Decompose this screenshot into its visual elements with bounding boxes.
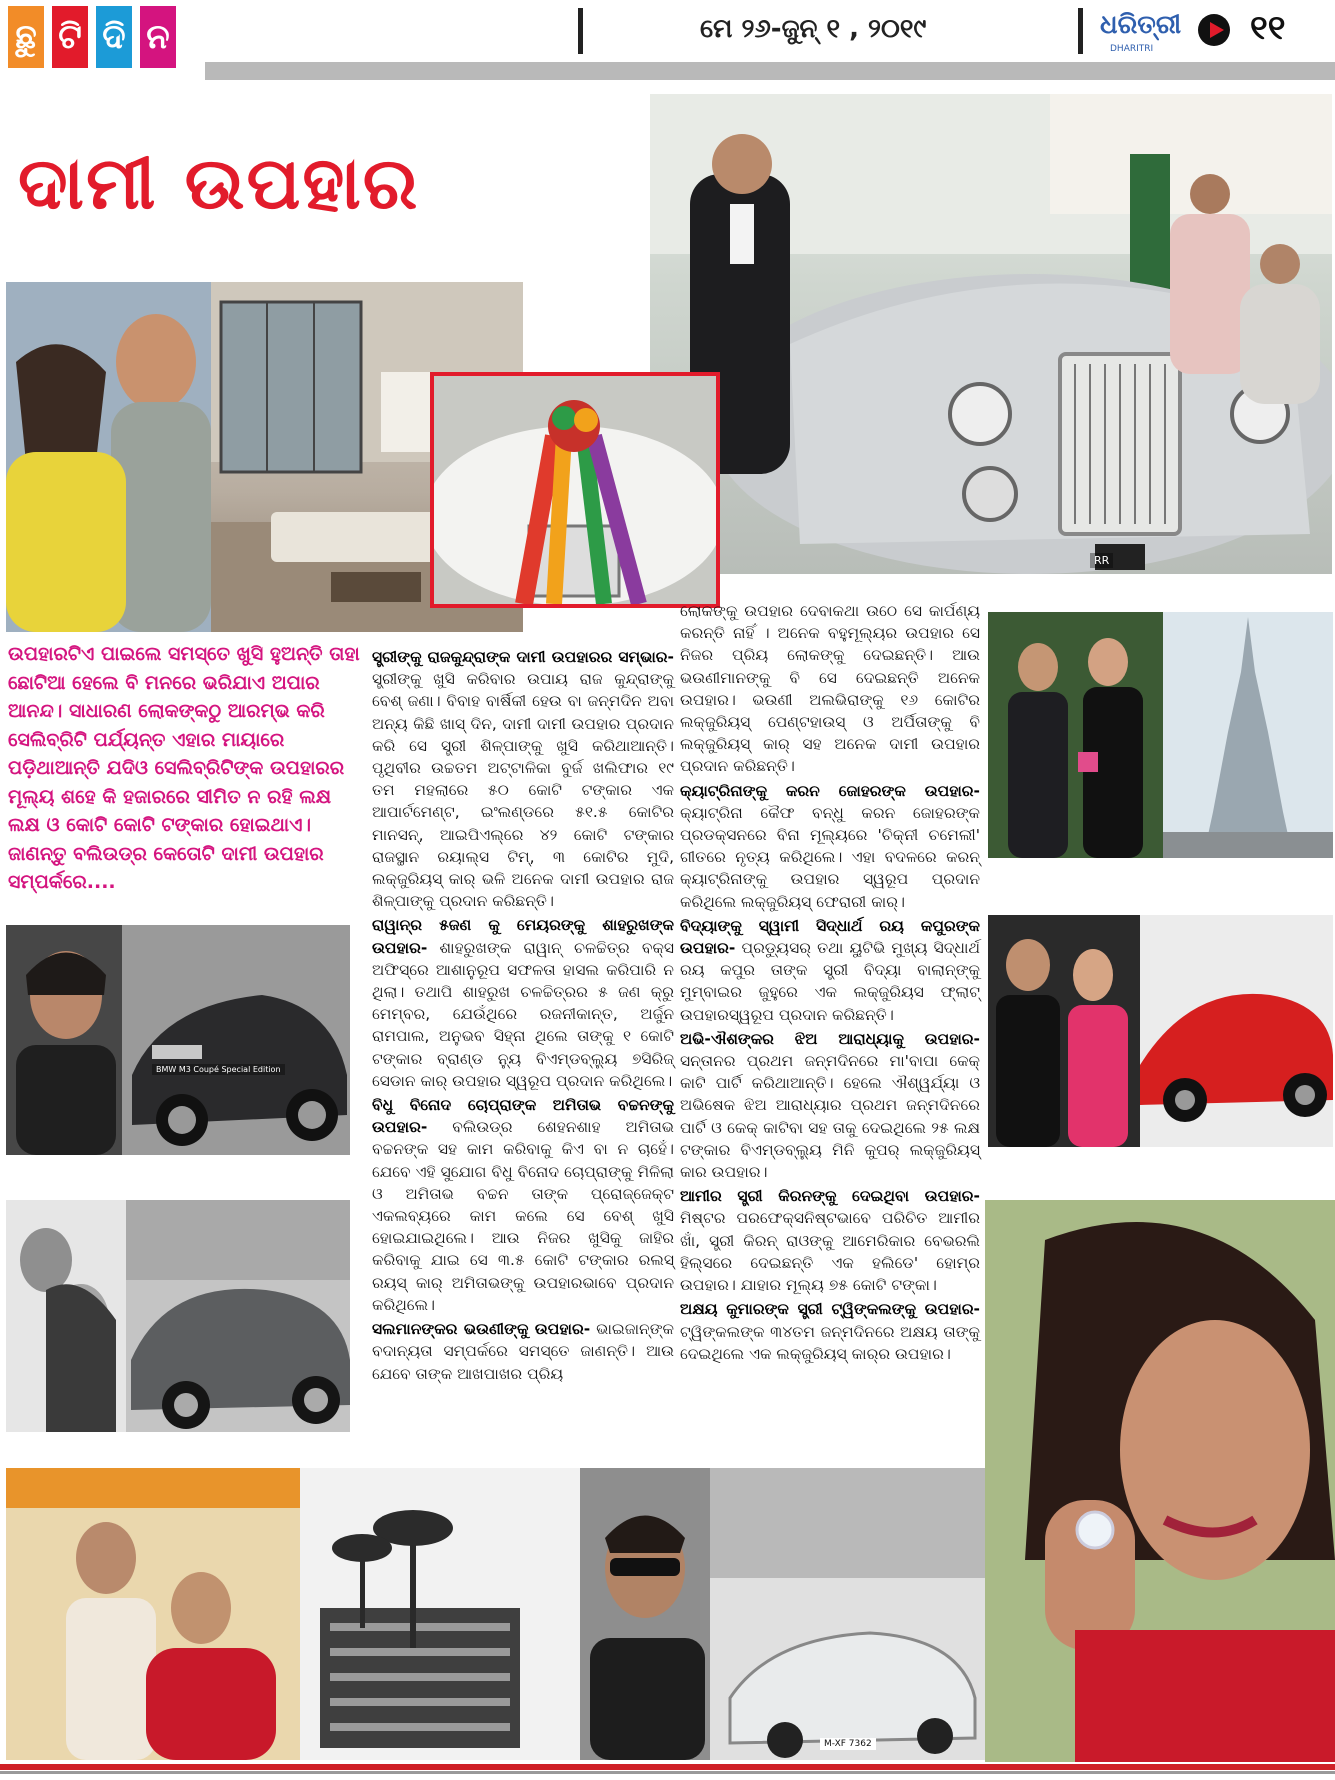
article-paragraph: ଲୋକଙ୍କୁ ଉପହାର ଦେବାକଥା ଉଠେ ସେ କାର୍ପଣ୍ୟ କରନ୍ତି ନାହିଁ । ଅନେକ ବହୁମୂଲ୍ୟର ଉପହାର ସେ ନିଜର ପ୍ରିୟ ଲୋକଙ୍କୁ ଦେଇଛନ୍ତି। ଆଉ ଭଉଣୀମାନଙ୍କୁ ବି ସେ ଦେଇଛନ୍ତି ଅନେକ ଉପହାର। ଭଉଣୀ ଅଲଭିରାଙ୍କୁ ୧୬ କୋଟିର ଲକ୍ଜୁରିୟସ୍ ପେଣ୍ଟହାଉସ୍ ଓ ଅର୍ପିତାଙ୍କୁ ବି ଲକ୍ଜୁରିୟସ୍ କାର୍ ସହ ଅନେକ ଦାମୀ ଉପହାର ପ୍ରଦାନ କରିଛନ୍ତି।	[680, 602, 980, 776]
article-paragraph: କ୍ୟାଟ୍ରିନାଙ୍କୁ କରନ ଜୋହରଙ୍କ ଉପହାର- କ୍ୟାଟ୍ରିନା କୈଫ ବନ୍ଧୁ କରନ ଜୋହରଙ୍କ ପ୍ରଡକ୍ସନରେ ବିନା ମୂଲ୍ୟରେ 'ଚିକ୍‌ନୀ ଚମେଲୀ' ଗୀତରେ ନୃତ୍ୟ କରିଥିଲେ। ଏହା ବଦଳରେ କରନ୍ କ୍ୟାଟ୍ରିନାଙ୍କୁ ଉପହାର ସ୍ୱରୂପ ପ୍ରଦାନ କରିଥିଲେ ଲକ୍ଜୁରିୟସ୍ ଫେରାରୀ କାର୍।	[680, 781, 980, 911]
photo-burj-khalifa	[1163, 612, 1333, 858]
photo-shilpa-ring	[985, 1200, 1335, 1762]
section-tile-1: ଛୁ	[8, 6, 44, 68]
photo-vidya-siddharth	[6, 1468, 300, 1760]
plate-text: M-XF 7362	[820, 1738, 876, 1750]
photo-raj-shilpa	[988, 612, 1163, 858]
photo-ribbon-car	[430, 372, 720, 608]
section-tile-3: ଦି	[96, 6, 132, 68]
photo-arjun-rampal	[580, 1468, 710, 1760]
photo-bmw-car	[122, 925, 350, 1155]
footer-rule	[0, 1771, 1335, 1774]
photo-ferrari-car	[1140, 915, 1333, 1147]
section-tile-2: ଟି	[52, 6, 88, 68]
brand-logo: ଧରିତ୍ରୀ	[1100, 10, 1182, 40]
photo-building	[300, 1468, 580, 1760]
article-column-3	[680, 600, 980, 1367]
photo-bmw-sedan	[710, 1468, 985, 1760]
play-icon	[1198, 14, 1230, 46]
footer-rule	[0, 1764, 1335, 1770]
page-number: ୧୧	[1250, 8, 1286, 48]
photo-shahrukh	[6, 925, 122, 1155]
article-paragraph: ସଲମାନଙ୍କର ଭଉଣୀଙ୍କୁ ଉପହାର- ଭାଇଜାନ୍‌ଙ୍କ ବଦାନ୍ୟତା ସମ୍ପର୍କରେ ସମସ୍ତେ ଜାଣନ୍ତି। ଆଉ ଯେବେ ତାଙ୍କ ଆଖପାଖର ପ୍ରିୟ	[372, 1320, 674, 1383]
article-paragraph: ଆମୀର ସ୍ତ୍ରୀ କିରନଙ୍କୁ ଦେଇଥିବା ଉପହାର- ମିଷ୍ଟର ପରଫେକ୍ସନିଷ୍ଟଭାବେ ପରିଚିତ ଆମୀର ଖାଁ, ସ୍ତ୍ରୀ କିରନ୍ ରାଓଙ୍କୁ ଆମେରିକାର ବେଭରଲି ହିଲ୍ସରେ ଦେଇଛନ୍ତି ଏକ ହଲିଡେ' ହୋମ୍‌ର ଉପହାର। ଯାହାର ମୂଲ୍ୟ ୭୫ କୋଟି ଟଙ୍କା।	[680, 1187, 980, 1295]
bmw-badge: BMW M3 Coupé Special Edition	[152, 1064, 285, 1075]
issue-date: ମେ ୨୬-ଜୁନ୍ ୧ , ୨୦୧୯	[700, 14, 927, 44]
article-paragraph: ଅକ୍ଷୟ କୁମାରଙ୍କ ସ୍ତ୍ରୀ ଟ୍ୱିଙ୍କଲଙ୍କୁ ଉପହାର- ଟ୍ୱିଙ୍କଲଙ୍କ ୩୪ତମ ଜନ୍ମଦିନରେ ଅକ୍ଷୟ ତାଙ୍କୁ ଦେଇଥିଲେ ଏକ ଲକ୍ଜୁରିୟସ୍ କାର୍‌ର ଉପହାର।	[680, 1300, 980, 1363]
article-paragraph: ଅଭି-ଐଶଙ୍କର ଝିଅ ଆରାଧ୍ୟାକୁ ଉପହାର- ସନ୍ତାନର ପ୍ରଥମ ଜନ୍ମଦିନରେ ମା'ବାପା କେକ୍ କାଟି ପାର୍ଟି କରିଥାଆନ୍ତି। ହେଲେ ଐଶ୍ୱର୍ଯ୍ୟା ଓ ଅଭିଷେକ ଝିଅ ଆରାଧ୍ୟାର ପ୍ରଥମ ଜନ୍ମଦିନରେ ପାର୍ଟି ଓ କେକ୍ କାଟିବା ସହ ତାକୁ ଦେଇଥିଲେ ୨୫ ଲକ୍ଷ ଟଙ୍କାର ବିଏମ୍‌ଡବ୍ଲ୍ୟୁ ମିନି କୁପର୍ ଲକ୍ଜୁରିୟସ୍ କାର ଉପହାର।	[680, 1029, 980, 1182]
car-plate: RR	[1090, 553, 1113, 568]
photo-bentley-car	[126, 1200, 350, 1432]
header-divider	[578, 8, 583, 54]
header-rule	[205, 62, 1335, 80]
intro-paragraph: ଉପହାରଟିଏ ପାଇଲେ ସମସ୍ତେ ଖୁସି ହୁଅନ୍ତି ତାହା ଛୋଟିଆ ହେଲେ ବି ମନରେ ଭରିଯାଏ ଅପାର ଆନନ୍ଦ। ସାଧାରଣ ଲୋକଙ୍କଠୁ ଆରମ୍ଭ କରି ସେଲିବ୍ରିଟି ପର୍ଯ୍ୟନ୍ତ ଏହାର ମାୟାରେ ପଡ଼ିଥାଆନ୍ତି ଯଦିଓ ସେଲିବ୍ରିଟିଙ୍କ ଉପହାରର ମୂଲ୍ୟ ଶହେ କି ହଜାରରେ ସୀମିତ ନ ରହି ଲକ୍ଷ ଲକ୍ଷ ଓ କୋଟି କୋଟି ଟଙ୍କାର ହୋଇଥାଏ। ଜାଣନ୍ତୁ ବଲିଉଡ୍‌ର କେତୋଟି ଦାମୀ ଉପହାର ସମ୍ପର୍କରେ....	[8, 643, 360, 893]
article-paragraph: ସ୍ତ୍ରୀଙ୍କୁ ରାଜକୁନ୍ଦ୍ରାଙ୍କ ଦାମୀ ଉପହାରର ସମ୍ଭାର- ସ୍ତ୍ରୀଙ୍କୁ ଖୁସି କରିବାର ଉପାୟ ରାଜ କୁନ୍ଦ୍ରାଙ୍କୁ ବେଶ୍ ଜଣା। ବିବାହ ବାର୍ଷିକୀ ହେଉ ବା ଜନ୍ମଦିନ ଅବା ଅନ୍ୟ କିଛି ଖାସ୍ ଦିନ, ଦାମୀ ଦାମୀ ଉପହାର ପ୍ରଦାନ କରି ସେ ସ୍ତ୍ରୀ ଶିଳ୍ପାଙ୍କୁ ଖୁସି କରିଥାଆନ୍ତି। ପୃଥିବୀର ଉଚ୍ଚତମ ଅଟ୍ଟାଳିକା ବୁର୍ଜ ଖଲିଫାର ୧୯ ତମ ମହଲାରେ ୫୦ କୋଟି ଟଙ୍କାର ଏକ ଆପାର୍ଟମେଣ୍ଟ, ଇଂଲଣ୍ଡରେ ୫୧.୫ କୋଟିର ମାନସନ୍, ଆଇପିଏଲ୍‌ରେ ୪୨ କୋଟି ଟଙ୍କାର ରାଜସ୍ଥାନ ରୟାଲ୍ସ ଟିମ୍, ୩ କୋଟିର ମୁଦି, ଲକ୍ଜୁରିୟସ୍ କାର୍ ଭଳି ଅନେକ ଦାମୀ ଉପହାର ରାଜ ଶିଳ୍ପାଙ୍କୁ ପ୍ରଦାନ କରିଛନ୍ତି।	[372, 648, 674, 911]
header-divider	[1078, 8, 1083, 54]
article-paragraph: ବିଦ୍ୟାଙ୍କୁ ସ୍ୱାମୀ ସିଦ୍ଧାର୍ଥ ରୟ କପୁରଙ୍କ ଉପହାର- ପ୍ରଡ୍ୟୁସର୍ ତଥା ୟୁଟିଭି ମୁଖ୍ୟ ସିଦ୍ଧାର୍ଥ ରୟ କପୁର ତାଙ୍କ ସ୍ତ୍ରୀ ବିଦ୍ୟା ବାଲାନ୍‌ଙ୍କୁ ମୁମ୍ବାଇର ଜୁହୁରେ ଏକ ଲକ୍ଜୁରିୟସ ଫ୍ଲାଟ୍ ଉପହାରସ୍ୱରୂପ ପ୍ରଦାନ କରିଛନ୍ତି।	[680, 916, 980, 1024]
section-tile-4: ନ	[140, 6, 176, 68]
photo-akshay-twinkle	[6, 1200, 126, 1432]
photo-amitabh-rolls-royce	[650, 94, 1332, 574]
article-paragraph: ରାୱାନ୍‌ର ୫ଜଣ କୁ ମେୟରଙ୍କୁ ଶାହରୁଖଙ୍କ ଉପହାର- ଶାହରୁଖଙ୍କ ରାୱାନ୍ ଚଳଚ୍ଚିତ୍ର ବକ୍ସ ଅଫିସ୍‌ରେ ଆଶାନୁରୂପ ସଫଳତା ହାସଲ କରିପାରି ନ ଥିଲା। ତଥାପି ଶାହରୁଖ ଚଳଚ୍ଚିତ୍ରର ୫ ଜଣ କ୍ରୁ ମେମ୍ବର, ଯେଉଁଥିରେ ରଜନୀକାନ୍ତ, ଅର୍ଜୁନ ରାମପାଲ, ଅନୁଭବ ସିହ୍ନା ଥିଲେ ତାଙ୍କୁ ୧ କୋଟି ଟଙ୍କାର ବ୍ରାଣ୍ଡ ନ୍ୟୁ ବିଏମ୍‌ଡବ୍ଲ୍ୟୁ ୭ସିରିଜ୍ ସେଡାନ କାର୍ ଉପହାର ସ୍ୱରୂପ ପ୍ରଦାନ କରିଥିଲେ।	[372, 916, 675, 1090]
photo-karan-katrina	[988, 915, 1140, 1147]
page-headline: ଦାମୀ ଉପହାର	[18, 140, 420, 225]
brand-subtitle: DHARITRI	[1110, 44, 1154, 54]
photo-salman-alvira	[6, 282, 211, 632]
article-paragraph: ବିଧୁ ବିନୋଦ ଚୋପ୍ରାଙ୍କ ଅମିତାଭ ବଚ୍ଚନଙ୍କୁ ଉପହାର- ବଲିଉଡ୍‌ର ଶେହନଶାହ ଅମିତାଭ ବଚ୍ଚନଙ୍କ ସହ କାମ କରିବାକୁ କିଏ ବା ନ ଚାହେଁ। ଯେବେ ଏହି ସୁଯୋଗ ବିଧୁ ବିନୋଦ ଚୋପ୍ରାଙ୍କୁ ମିଳିଲା ଓ ଅମିତାଭ ବଚ୍ଚନ ତାଙ୍କ ପ୍ରୋଜ୍ଜେକ୍ଟ ଏକଲବ୍ୟରେ କାମ କଲେ ସେ ବେଶ୍ ଖୁସି ହୋଇଯାଇଥିଲେ। ଆଉ ନିଜର ଖୁସିକୁ ଜାହିର କରିବାକୁ ଯାଇ ସେ ୩.୫ କୋଟି ଟଙ୍କାର ରଲସ୍ ରୟସ୍ କାର୍ ଅମିତାଭଙ୍କୁ ଉପହାରଭାବେ ପ୍ରଦାନ କରିଥିଲେ।	[372, 1096, 674, 1314]
article-column-2	[372, 646, 674, 1387]
